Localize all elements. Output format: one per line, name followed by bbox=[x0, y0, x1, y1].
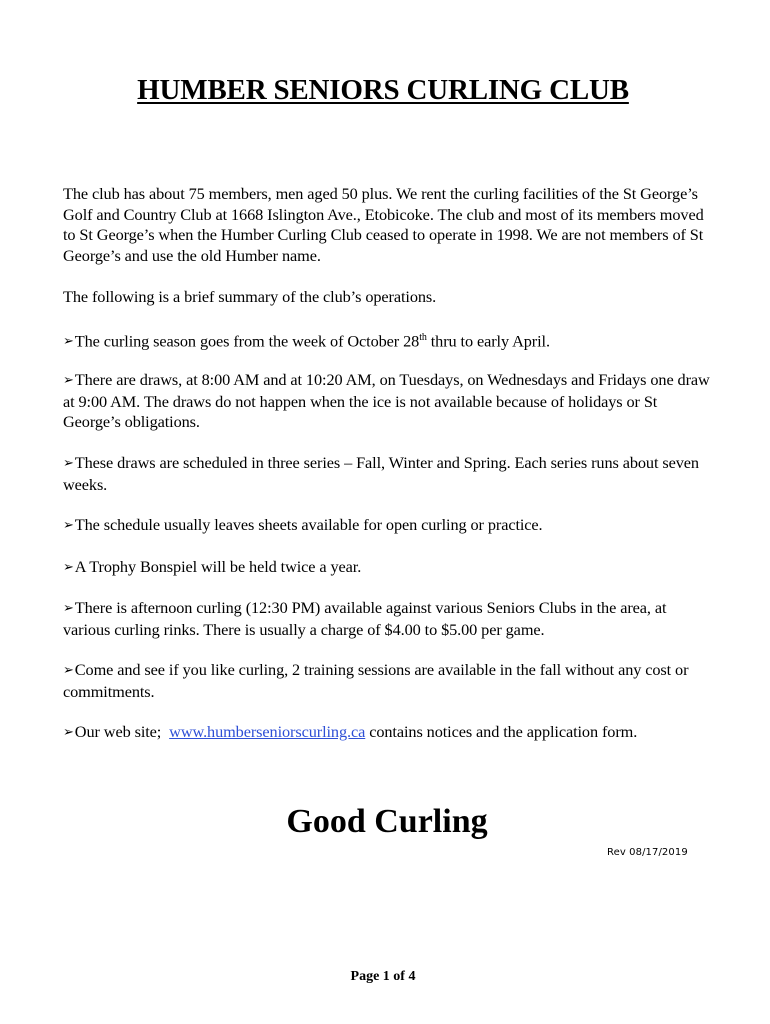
bullet-bonspiel bbox=[63, 557, 713, 579]
bullet-text: thru to early April. bbox=[426, 331, 550, 351]
arrow-bullet-icon: ➢ bbox=[63, 517, 74, 532]
bullet-schedule bbox=[63, 515, 713, 537]
bullet-series bbox=[63, 453, 713, 495]
website-link[interactable]: www.humberseniorscurling.ca bbox=[169, 722, 366, 741]
closing-heading: Good Curling bbox=[286, 803, 488, 840]
bullet-text: There are draws, at 8:00 AM and at 10:20 AM, on Tuesdays, on Wednesdays and Fridays one draw at 9:00 AM. The draws do not happen when the ice is not available because of holidays or St George’s obligations. bbox=[63, 370, 710, 432]
arrow-bullet-icon: ➢ bbox=[63, 455, 74, 470]
intro-paragraph: The club has about 75 members, men aged 50 plus. We rent the curling facilities of the St George’s Golf and Country Club at 1668 Islington Ave., Etobicoke. The club and most of its members moved to St George’s when the Humber Curling Club ceased to operate in 1998. We are not members of St George’s and use the old Humber name. bbox=[63, 184, 704, 265]
arrow-bullet-icon: ➢ bbox=[63, 559, 74, 574]
page-number: Page 1 of 4 bbox=[350, 969, 416, 984]
bullet-text: A Trophy Bonspiel will be held twice a year. bbox=[74, 557, 362, 576]
arrow-bullet-icon: ➢ bbox=[63, 600, 74, 615]
bullet-text: Come and see if you like curling, 2 training sessions are available in the fall without any cost or commitments. bbox=[63, 660, 689, 701]
bullet-afternoon bbox=[63, 598, 713, 640]
bullet-text: contains notices and the application form. bbox=[365, 722, 638, 741]
bullet-text: There is afternoon curling (12:30 PM) available against various Seniors Clubs in the area, at various curling rinks. There is usually a charge of $4.00 to $5.00 per game. bbox=[63, 598, 667, 639]
arrow-bullet-icon: ➢ bbox=[63, 662, 74, 677]
page-title: HUMBER SENIORS CURLING CLUB bbox=[137, 74, 629, 106]
bullet-text: The curling season goes from the week of October 28 bbox=[74, 331, 420, 351]
bullet-text: These draws are scheduled in three series – Fall, Winter and Spring. Each series runs about seven weeks. bbox=[63, 453, 699, 494]
revision-note: Rev 08/17/2019 bbox=[607, 847, 688, 858]
bullet-website bbox=[63, 722, 713, 744]
ordinal-suffix: th bbox=[419, 332, 427, 343]
bullet-training bbox=[63, 660, 713, 702]
arrow-bullet-icon: ➢ bbox=[63, 724, 74, 739]
summary-intro: The following is a brief summary of the club’s operations. bbox=[63, 287, 437, 306]
bullet-season bbox=[63, 328, 713, 353]
bullet-draws bbox=[63, 370, 713, 433]
arrow-bullet-icon: ➢ bbox=[63, 333, 74, 349]
bullet-text: Our web site; bbox=[74, 722, 170, 741]
bullet-text: The schedule usually leaves sheets available for open curling or practice. bbox=[74, 515, 543, 534]
arrow-bullet-icon: ➢ bbox=[63, 372, 74, 387]
